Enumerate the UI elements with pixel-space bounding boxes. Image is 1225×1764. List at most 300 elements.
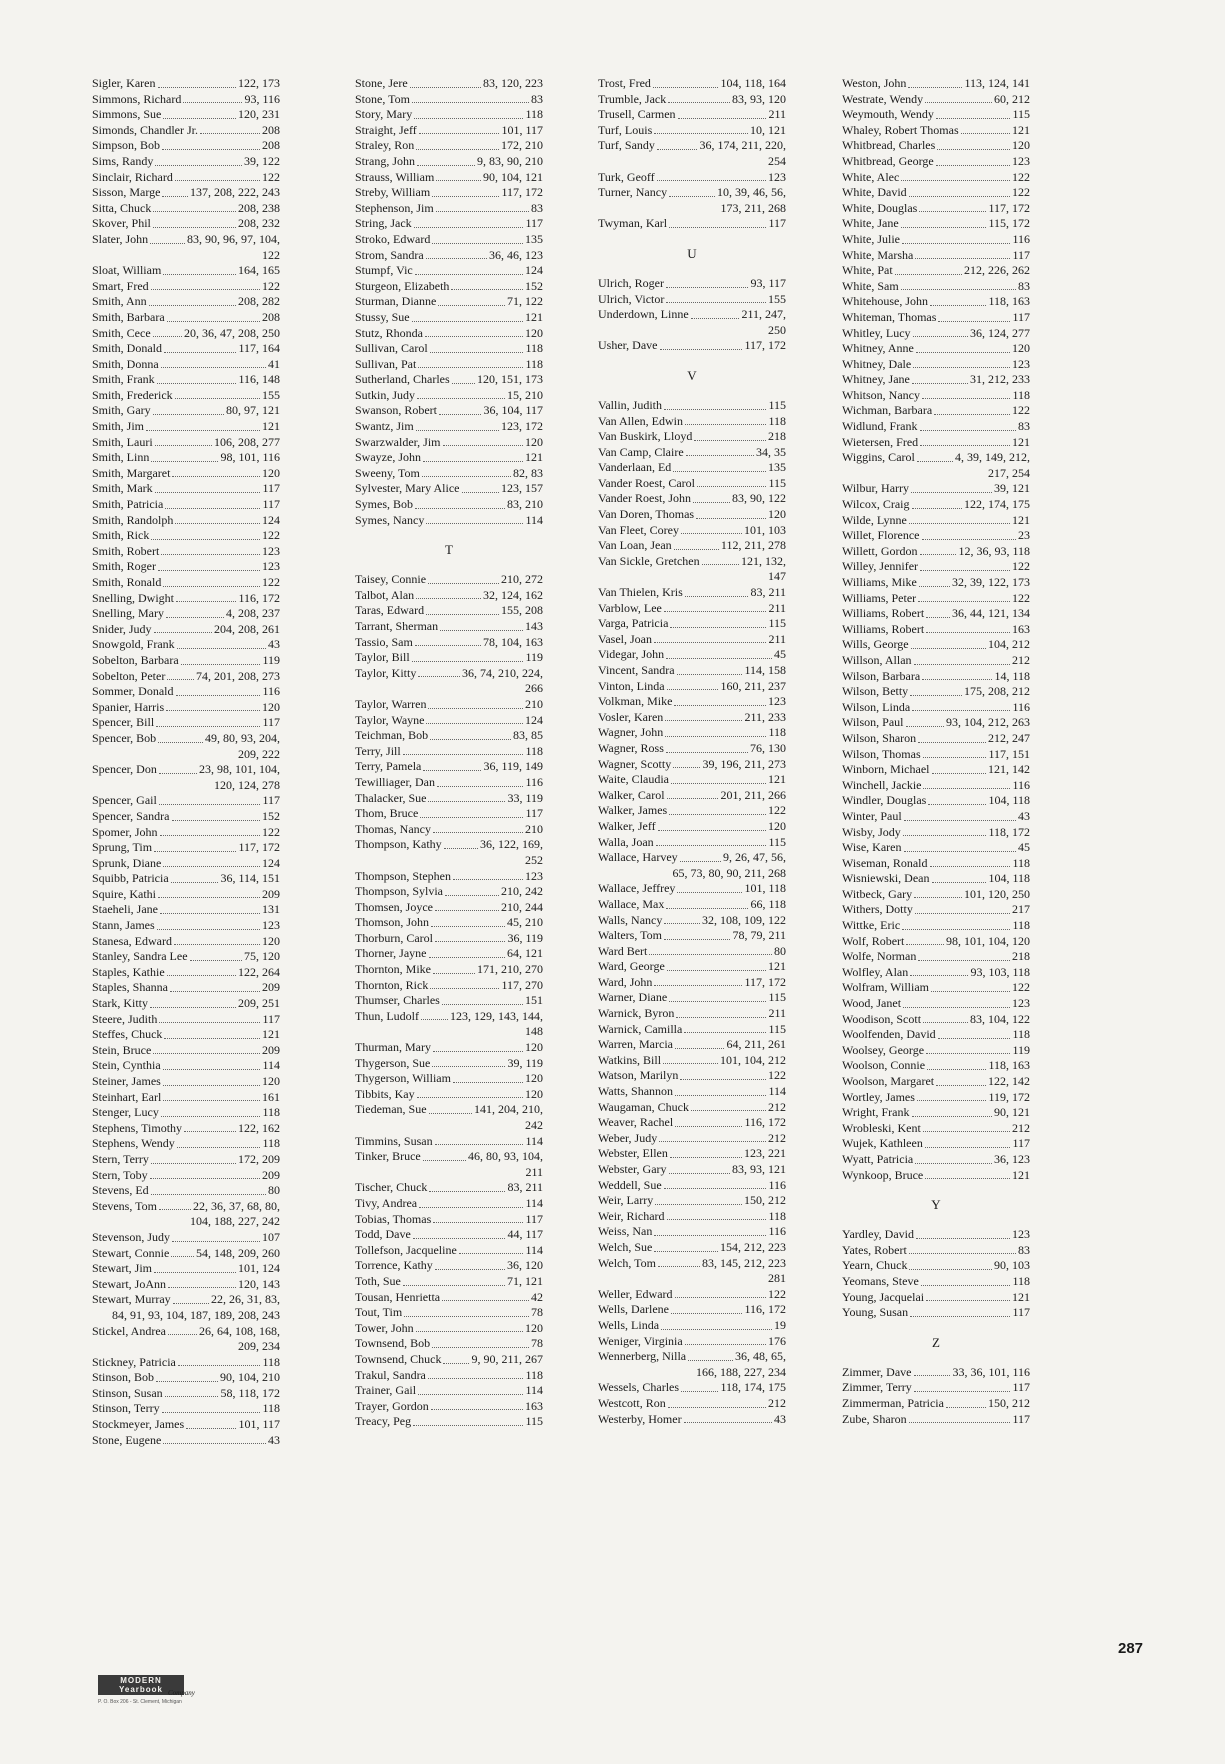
entry-pages: 116, 148 <box>238 372 280 387</box>
dot-leader <box>165 508 260 509</box>
dot-leader <box>926 1300 1010 1301</box>
index-entry <box>355 450 543 466</box>
index-entry <box>598 216 786 232</box>
entry-name: White, Pat <box>842 263 893 278</box>
entry-pages: 121 <box>1012 1167 1030 1182</box>
entry-pages: 107 <box>262 1229 280 1244</box>
entry-pages: 208, 232 <box>238 216 280 231</box>
index-entry <box>598 445 786 461</box>
dot-leader <box>155 492 261 493</box>
entry-pages: 160, 211, 237 <box>720 678 786 693</box>
index-entry <box>92 201 280 217</box>
dot-leader <box>654 1251 718 1252</box>
entry-name: Van Allen, Edwin <box>598 413 683 428</box>
dot-leader <box>917 1100 987 1101</box>
logo-company: Company <box>168 1689 195 1697</box>
index-entry <box>598 601 786 617</box>
dot-leader <box>172 476 260 477</box>
dot-leader <box>664 923 700 924</box>
entry-name: Smith, Ronald <box>92 575 162 589</box>
entry-pages-continued: 173, 211, 268 <box>720 200 786 215</box>
entry-pages: 19 <box>774 1317 786 1332</box>
dot-leader <box>664 1188 767 1189</box>
index-entry <box>355 1227 543 1243</box>
entry-name: Treacy, Peg <box>355 1414 412 1429</box>
entry-pages: 120 <box>262 1074 280 1088</box>
index-entry <box>842 949 1030 965</box>
dot-leader <box>437 786 523 787</box>
entry-pages: 143 <box>525 619 543 633</box>
dot-leader <box>674 549 719 550</box>
index-entry <box>598 338 786 354</box>
entry-name: Townsend, Chuck <box>355 1351 442 1366</box>
dot-leader <box>910 1316 1010 1317</box>
dot-leader <box>439 414 481 415</box>
entry-pages: 41 <box>268 356 280 371</box>
dot-leader <box>912 508 963 509</box>
entry-name: Thomsen, Joyce <box>355 899 433 914</box>
dot-leader <box>161 554 260 555</box>
entry-name: Stewart, Connie <box>92 1245 170 1260</box>
entry-name: Trumble, Jack <box>598 91 667 106</box>
index-entry <box>92 263 280 279</box>
index-entry <box>598 803 786 819</box>
entry-pages: 124 <box>525 712 543 727</box>
entry-name: Thygerson, Sue <box>355 1055 431 1070</box>
index-entry <box>842 856 1030 872</box>
entry-name: Zimmer, Terry <box>842 1380 912 1395</box>
entry-pages: 83, 210 <box>507 497 543 512</box>
index-entry <box>92 1168 280 1184</box>
entry-pages: 212 <box>768 1130 786 1145</box>
entry-name: Wiggins, Carol <box>842 450 915 465</box>
dot-leader <box>903 835 987 836</box>
entry-pages: 122 <box>262 575 280 589</box>
entry-pages: 34, 35 <box>756 444 786 459</box>
index-entry <box>355 185 543 201</box>
entry-pages: 45 <box>1018 840 1030 855</box>
entry-name: Whitson, Nancy <box>842 387 920 402</box>
entry-pages: 98, 101, 104, 120 <box>946 933 1030 948</box>
dot-leader <box>666 908 748 909</box>
entry-name: Whaley, Robert Thomas <box>842 122 959 137</box>
dot-leader <box>930 305 986 306</box>
entry-name: Symes, Nancy <box>355 512 425 527</box>
entry-name: Smith, Lauri <box>92 434 153 449</box>
entry-pages: 118 <box>768 725 786 740</box>
index-entry <box>92 637 280 653</box>
index-entry <box>92 388 280 404</box>
entry-pages: 36, 119 <box>507 930 543 945</box>
entry-name: Wood, Janet <box>842 996 902 1011</box>
entry-name: Swantz, Jim <box>355 419 414 434</box>
index-entry <box>598 835 786 851</box>
entry-name: Webster, Ellen <box>598 1146 668 1161</box>
entry-name: Wolfley, Alan <box>842 964 909 979</box>
dot-leader <box>669 227 766 228</box>
entry-pages-continued: 209, 234 <box>238 1339 280 1354</box>
entry-name: Taylor, Wayne <box>355 712 425 727</box>
entry-name: Vinton, Linda <box>598 678 665 693</box>
entry-pages-continued: 166, 188, 227, 234 <box>696 1364 786 1379</box>
entry-pages: 117 <box>262 715 280 730</box>
entry-pages: 123 <box>262 918 280 933</box>
entry-name: Terry, Jill <box>355 743 401 758</box>
entry-name: Wells, Linda <box>598 1317 660 1332</box>
index-entry <box>92 949 280 965</box>
index-entry <box>355 931 543 947</box>
index-entry <box>355 1212 543 1228</box>
index-entry <box>92 154 280 170</box>
entry-pages: 209 <box>262 1167 280 1182</box>
index-entry <box>92 684 280 700</box>
entry-pages: 117 <box>525 1211 543 1226</box>
index-entry <box>355 572 543 588</box>
dot-leader <box>901 180 1010 181</box>
entry-name: Tewilliager, Dan <box>355 774 435 789</box>
dot-leader <box>912 710 1010 711</box>
entry-pages: 155 <box>768 291 786 306</box>
index-entry <box>842 544 1030 560</box>
index-entry <box>355 650 543 666</box>
entry-name: Wrobleski, Kent <box>842 1120 921 1135</box>
entry-name: Smith, Jim <box>92 419 145 434</box>
dot-leader <box>666 302 766 303</box>
index-entry <box>92 669 280 685</box>
dot-leader <box>922 679 992 680</box>
index-entry <box>598 663 786 679</box>
index-entry <box>842 1027 1030 1043</box>
entry-name: Willett, Gordon <box>842 543 918 558</box>
entry-pages: 90, 104, 121 <box>483 169 543 184</box>
entry-pages: 117 <box>1012 1380 1030 1395</box>
index-entry <box>92 793 280 809</box>
entry-name: Wills, George <box>842 637 909 652</box>
entry-name: Thornton, Rick <box>355 977 429 992</box>
dot-leader <box>666 287 748 288</box>
dot-leader <box>430 352 524 353</box>
entry-pages: 152 <box>262 808 280 823</box>
entry-name: Widlund, Frank <box>842 419 918 434</box>
entry-pages: 118 <box>768 1208 786 1223</box>
entry-pages: 121 <box>525 309 543 324</box>
dot-leader <box>685 424 766 425</box>
index-entry <box>842 1243 1030 1259</box>
entry-pages: 15, 210 <box>507 387 543 402</box>
dot-leader <box>902 929 1010 930</box>
dot-leader <box>412 661 524 662</box>
entry-name: Sprunk, Diane <box>92 855 162 870</box>
dot-leader <box>183 102 242 103</box>
entry-name: Windler, Douglas <box>842 793 927 808</box>
index-entry <box>92 341 280 357</box>
entry-pages: 36, 120 <box>507 1258 543 1273</box>
index-entry <box>598 1334 786 1350</box>
entry-pages: 66, 118 <box>750 896 786 911</box>
index-entry <box>598 897 786 913</box>
entry-name: Wallace, Jeffrey <box>598 881 676 896</box>
index-entry <box>598 647 786 663</box>
index-entry <box>92 918 280 934</box>
entry-name: Zimmer, Dave <box>842 1364 912 1379</box>
entry-name: White, Douglas <box>842 200 918 215</box>
entry-pages: 208 <box>262 138 280 153</box>
index-entry <box>842 934 1030 950</box>
entry-pages: 115 <box>768 1021 786 1036</box>
entry-name: Sylvester, Mary Alice <box>355 481 460 496</box>
entry-name: Wichman, Barbara <box>842 403 933 418</box>
entry-pages: 118 <box>1012 1273 1030 1288</box>
entry-name: Winborn, Michael <box>842 762 930 777</box>
index-entry <box>598 1396 786 1412</box>
entry-pages: 115 <box>525 1414 543 1429</box>
entry-name: Tower, John <box>355 1320 414 1335</box>
entry-name: Taylor, Kitty <box>355 665 417 680</box>
index-entry <box>598 757 786 773</box>
entry-pages-continued: 242 <box>525 1118 543 1132</box>
dot-leader <box>676 1017 766 1018</box>
dot-leader <box>908 87 962 88</box>
index-entry <box>842 1227 1030 1243</box>
dot-leader <box>419 1207 523 1208</box>
entry-pages: 122 <box>262 824 280 839</box>
dot-leader <box>901 227 987 228</box>
entry-name: Smith, Margaret <box>92 465 171 480</box>
dot-leader <box>413 1425 523 1426</box>
entry-name: Smith, Patricia <box>92 497 164 512</box>
entry-name: Smith, Linn <box>92 450 150 465</box>
index-entry <box>355 1087 543 1103</box>
logo-line1: MODERN <box>120 1676 162 1685</box>
entry-name: Wennerberg, Nilla <box>598 1349 687 1364</box>
entry-name: Sprung, Tim <box>92 840 153 855</box>
entry-name: Williams, Robert <box>842 606 925 621</box>
entry-name: Van Doren, Thomas <box>598 507 695 522</box>
dot-leader <box>462 492 500 493</box>
entry-name: Sullivan, Carol <box>355 341 428 356</box>
entry-pages: 118 <box>262 1401 280 1416</box>
dot-leader <box>925 1147 1011 1148</box>
entry-name: Wilbur, Harry <box>842 481 910 496</box>
entry-pages: 36, 44, 121, 134 <box>952 606 1030 621</box>
entry-pages: 119 <box>525 650 543 665</box>
index-entry <box>355 962 543 978</box>
index-entry <box>842 1152 1030 1168</box>
dot-leader <box>171 882 219 883</box>
entry-pages: 122, 173 <box>238 76 280 90</box>
entry-name: Snowgold, Frank <box>92 637 175 652</box>
dot-leader <box>159 804 261 805</box>
dot-leader <box>423 1160 466 1161</box>
dot-leader <box>165 1396 219 1397</box>
entry-pages: 118 <box>525 341 543 356</box>
logo-line2: Yearbook <box>118 1685 163 1694</box>
entry-pages: 122 <box>262 278 280 293</box>
entry-name: Woolson, Margaret <box>842 1074 935 1088</box>
index-entry <box>598 185 786 201</box>
entry-name: Whitney, Jane <box>842 372 910 387</box>
entry-pages: 118 <box>1012 1027 1030 1042</box>
index-entry <box>598 1349 786 1365</box>
index-entry <box>842 669 1030 685</box>
entry-name: Torrence, Kathy <box>355 1258 433 1273</box>
entry-name: Smith, Robert <box>92 543 160 558</box>
dot-leader <box>200 133 260 134</box>
dot-leader <box>657 180 766 181</box>
index-entry <box>598 1178 786 1194</box>
entry-pages: 104, 118 <box>988 793 1030 808</box>
dot-leader <box>166 710 260 711</box>
dot-leader <box>654 133 748 134</box>
index-entry <box>842 513 1030 529</box>
entry-pages: 115 <box>768 616 786 631</box>
index-entry <box>92 871 280 887</box>
dot-leader <box>416 149 499 150</box>
entry-pages: 36, 124, 277 <box>970 325 1030 340</box>
entry-pages: 117 <box>525 806 543 821</box>
entry-name: Weber, Judy <box>598 1130 658 1145</box>
entry-name: Snelling, Mary <box>92 606 164 621</box>
page-number: 287 <box>1118 1640 1144 1657</box>
dot-leader <box>669 1173 730 1174</box>
index-entry <box>842 372 1030 388</box>
entry-pages: 82, 83 <box>513 465 543 480</box>
entry-name: Stevens, Tom <box>92 1198 157 1213</box>
dot-leader <box>664 939 730 940</box>
entry-pages: 218 <box>1012 949 1030 964</box>
dot-leader <box>149 305 236 306</box>
index-entry <box>355 76 543 92</box>
index-entry <box>92 1199 280 1215</box>
dot-leader <box>666 658 772 659</box>
entry-name: Wallace, Harvey <box>598 850 678 865</box>
dot-leader <box>902 243 1010 244</box>
index-entry <box>355 993 543 1009</box>
dot-leader <box>927 1069 986 1070</box>
dot-leader <box>168 1287 236 1288</box>
entry-pages: 83 <box>531 200 543 215</box>
index-column-4 <box>842 76 1030 1427</box>
entry-pages: 155 <box>262 387 280 402</box>
entry-pages: 54, 148, 209, 260 <box>196 1245 280 1260</box>
entry-name: Sommer, Donald <box>92 684 174 699</box>
entry-name: Stone, Eugene <box>92 1432 162 1447</box>
entry-name: Westcott, Ron <box>598 1395 666 1410</box>
index-entry <box>842 965 1030 981</box>
entry-pages: 210 <box>525 821 543 836</box>
index-entry <box>92 232 280 248</box>
dot-leader <box>920 554 957 555</box>
entry-pages: 123, 129, 143, 144, <box>450 1008 543 1023</box>
entry-name: Westrate, Wendy <box>842 91 924 106</box>
entry-name: Tischer, Chuck <box>355 1180 428 1195</box>
dot-leader <box>153 1053 260 1054</box>
index-entry <box>92 123 280 139</box>
entry-pages: 135 <box>525 231 543 246</box>
dot-leader <box>664 409 766 410</box>
entry-name: Swarzwalder, Jim <box>355 434 441 449</box>
dot-leader <box>685 596 749 597</box>
entry-name: Tibbits, Kay <box>355 1086 415 1101</box>
entry-pages: 212 <box>768 1395 786 1410</box>
dot-leader <box>681 1391 718 1392</box>
index-entry <box>355 1040 543 1056</box>
index-entry <box>842 1168 1030 1184</box>
dot-leader <box>172 1241 260 1242</box>
dot-leader <box>421 1019 448 1020</box>
dot-leader <box>432 196 499 197</box>
index-entry <box>598 928 786 944</box>
entry-pages: 210, 272 <box>501 572 543 587</box>
dot-leader <box>911 648 986 649</box>
dot-leader <box>680 1079 766 1080</box>
entry-name: White, Julie <box>842 231 900 246</box>
dot-leader <box>151 461 218 462</box>
index-entry <box>598 741 786 757</box>
entry-pages: 171, 210, 270 <box>477 962 543 977</box>
dot-leader <box>426 723 523 724</box>
dot-leader <box>436 211 529 212</box>
dot-leader <box>176 601 236 602</box>
entry-pages: 210 <box>525 696 543 711</box>
entry-pages: 204, 208, 261 <box>214 621 280 636</box>
entry-pages: 14, 118 <box>994 668 1030 683</box>
entry-pages-continued: 122 <box>262 247 280 262</box>
entry-pages: 123 <box>525 868 543 883</box>
entry-pages: 115 <box>1012 107 1030 122</box>
entry-pages: 117, 172 <box>988 200 1030 215</box>
entry-pages: 117, 172 <box>744 974 786 989</box>
index-entry <box>92 1401 280 1417</box>
entry-pages: 114 <box>525 1242 543 1257</box>
entry-name: Trusell, Carmen <box>598 107 676 122</box>
entry-pages: 83, 211 <box>750 585 786 600</box>
index-entry <box>92 1074 280 1090</box>
entry-name: Wisby, Jody <box>842 824 901 839</box>
entry-name: Waite, Claudia <box>598 772 670 787</box>
entry-name: Stenger, Lucy <box>92 1105 159 1120</box>
entry-pages: 117 <box>1012 1411 1030 1426</box>
index-entry <box>842 294 1030 310</box>
dot-leader <box>920 570 1010 571</box>
entry-name: Warnick, Camilla <box>598 1021 683 1036</box>
index-entry <box>842 232 1030 248</box>
entry-name: Waugaman, Chuck <box>598 1099 690 1114</box>
entry-name: Young, Susan <box>842 1305 909 1320</box>
dot-leader <box>442 1004 523 1005</box>
entry-name: Trayer, Gordon <box>355 1398 429 1413</box>
dot-leader <box>926 1053 1010 1054</box>
entry-name: Thomas, Nancy <box>355 821 431 836</box>
entry-name: Walker, James <box>598 803 668 818</box>
entry-name: Taylor, Warren <box>355 696 427 711</box>
index-entry <box>355 1414 543 1430</box>
index-entry <box>355 263 543 279</box>
entry-name: Wittke, Eric <box>842 918 901 933</box>
dot-leader <box>922 539 1017 540</box>
entry-name: Streby, William <box>355 185 431 200</box>
dot-leader <box>665 736 766 737</box>
entry-name: Stone, Jere <box>355 76 408 90</box>
index-entry <box>598 138 786 154</box>
dot-leader <box>150 1007 236 1008</box>
dot-leader <box>442 1300 529 1301</box>
dot-leader <box>918 601 1010 602</box>
index-entry <box>92 357 280 373</box>
entry-pages: 175, 208, 212 <box>964 684 1030 699</box>
dot-leader <box>428 583 499 584</box>
index-entry <box>92 653 280 669</box>
